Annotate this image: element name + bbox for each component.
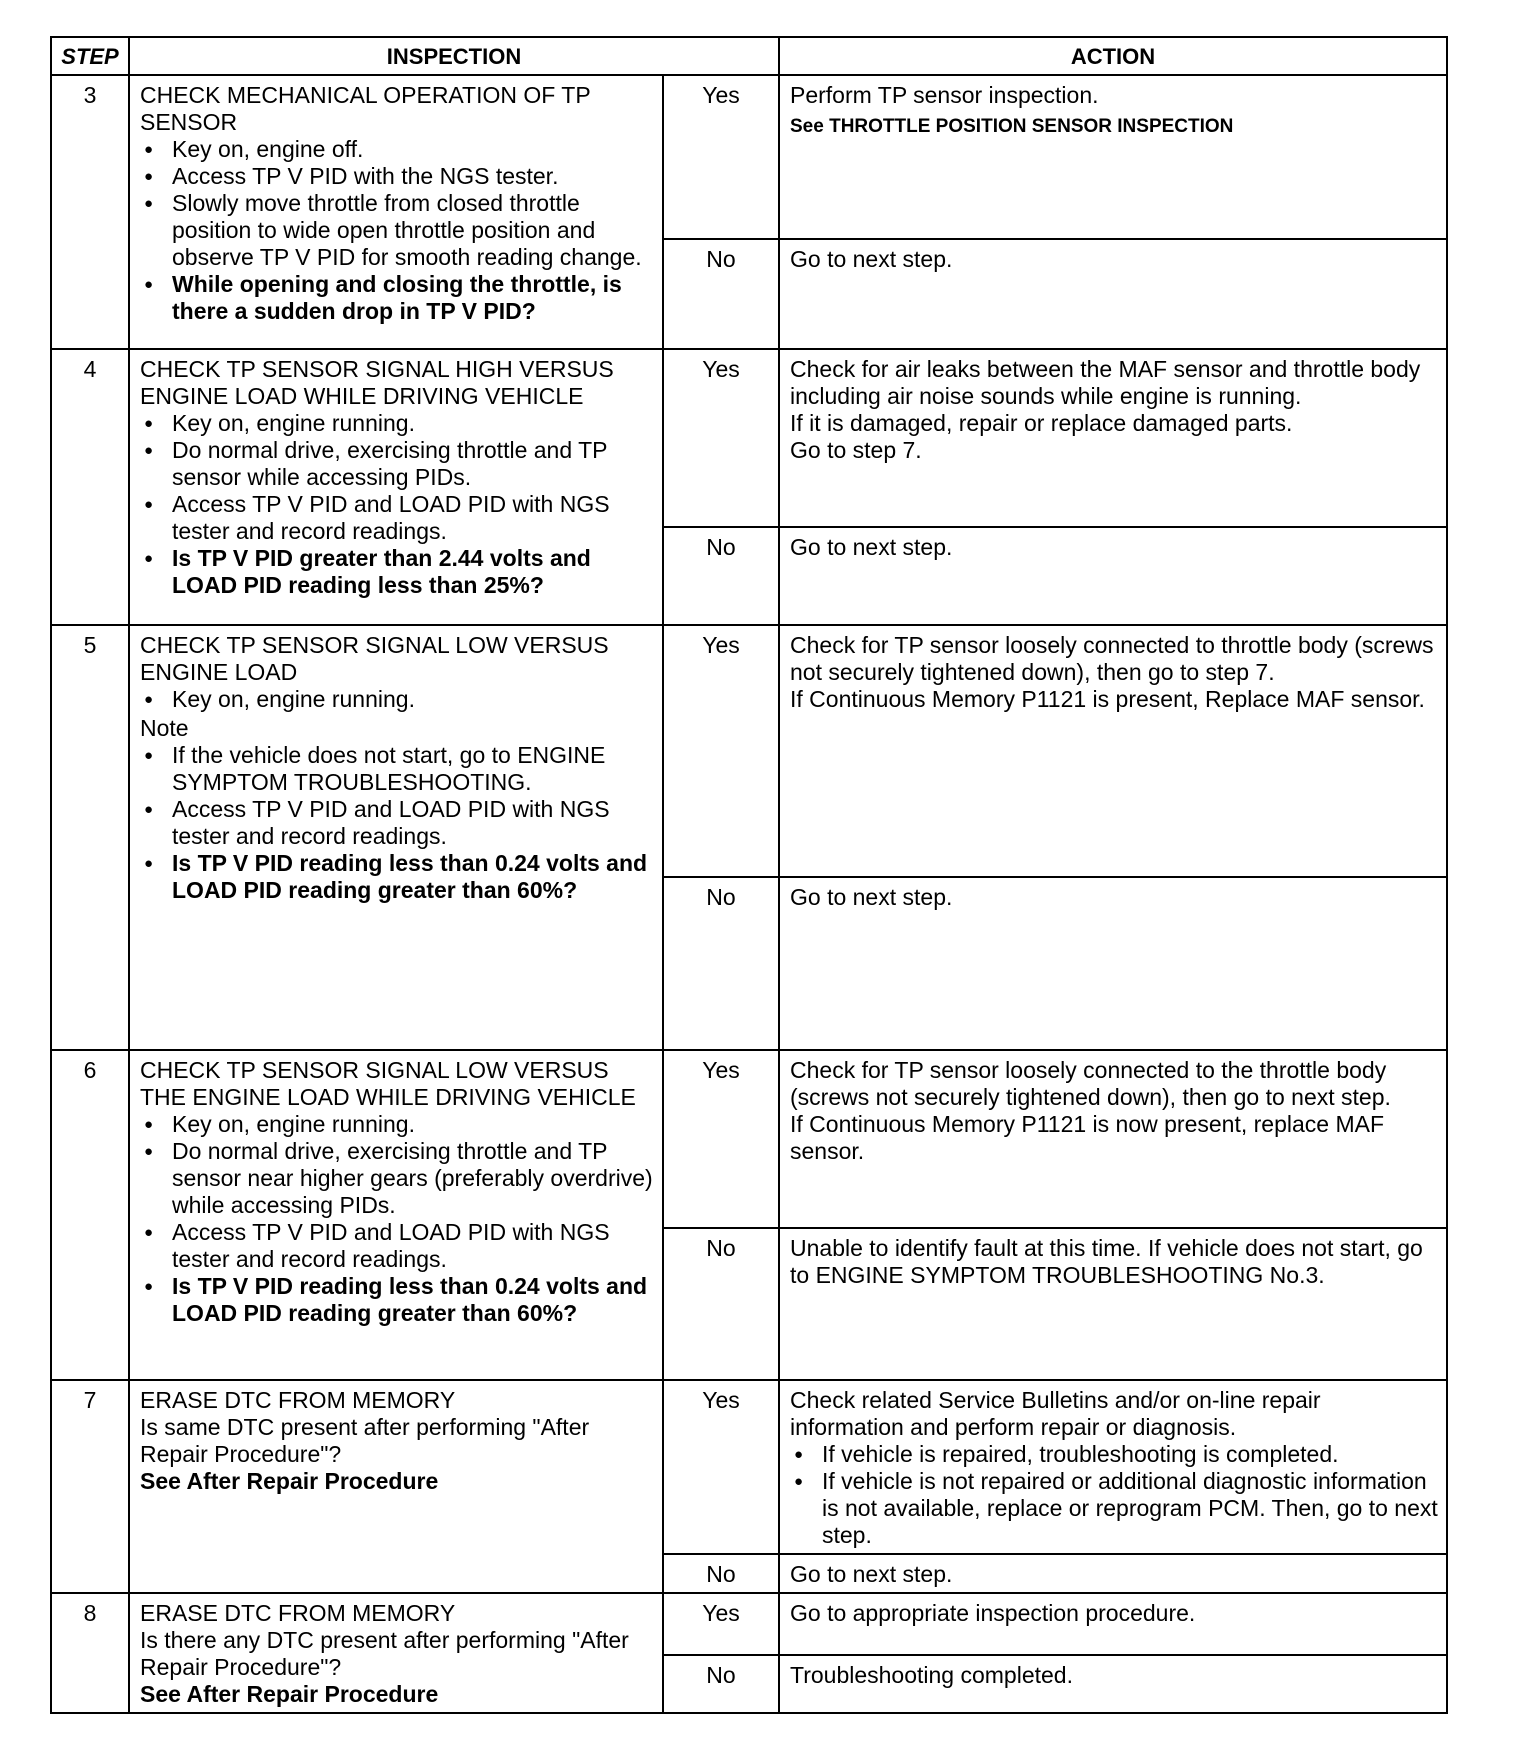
yes-label: Yes	[663, 1380, 779, 1554]
action-text: Go to next step.	[790, 246, 953, 272]
inspection-cell	[129, 75, 663, 349]
action-text: If Continuous Memory P1121 is present, Replace MAF sensor.	[790, 686, 1425, 712]
see-reference: See THROTTLE POSITION SENSOR INSPECTION	[790, 116, 1234, 137]
inspection-question: Is there any DTC present after performing "After Repair Procedure"?	[140, 1627, 629, 1680]
no-label: No	[663, 1554, 779, 1593]
action-text: Check for TP sensor loosely connected to throttle body (screws not securely tightened down), then go to step 7.	[790, 632, 1434, 685]
inspection-cell	[129, 1050, 663, 1380]
step-number: 6	[51, 1050, 129, 1380]
yes-action	[779, 75, 1447, 239]
see-reference: See After Repair Procedure	[140, 1681, 439, 1707]
inspection-question: Is same DTC present after performing "After Repair Procedure"?	[140, 1414, 590, 1467]
action-text: Check for TP sensor loosely connected to the throttle body (screws not securely tightened down), then go to next step.	[790, 1057, 1391, 1110]
yes-label: Yes	[663, 625, 779, 877]
action-text: Go to next step.	[790, 884, 953, 910]
action-text: Troubleshooting completed.	[790, 1662, 1073, 1689]
inspection-bullet: ● Key on, engine running.	[140, 1111, 654, 1138]
no-label: No	[663, 239, 779, 349]
inspection-bullet: ● Key on, engine running.	[140, 410, 654, 437]
no-label: No	[663, 1228, 779, 1380]
action-text: If Continuous Memory P1121 is now present, replace MAF sensor.	[790, 1111, 1385, 1164]
yes-action	[779, 1380, 1447, 1554]
action-text: Go to appropriate inspection procedure.	[790, 1600, 1196, 1626]
table-row	[51, 1050, 1447, 1228]
header-action: ACTION	[779, 37, 1447, 75]
action-bullet: ● If vehicle is not repaired or additional diagnostic information is not available, replace or reprogram PCM. Then, go to next step.	[790, 1468, 1438, 1549]
inspection-cell	[129, 625, 663, 1050]
inspection-bullets	[140, 136, 654, 325]
yes-action	[779, 349, 1447, 527]
yes-action	[779, 625, 1447, 877]
inspection-title: ERASE DTC FROM MEMORY	[140, 1600, 456, 1626]
step-number: 3	[51, 75, 129, 349]
yes-label: Yes	[663, 1593, 779, 1655]
action-text: Go to step 7.	[790, 437, 922, 463]
action-bullet: ● If vehicle is repaired, troubleshooting is completed.	[790, 1441, 1438, 1468]
action-text: Unable to identify fault at this time. If vehicle does not start, go to ENGINE SYMPTOM TROUBLESHOOTING No.3.	[790, 1235, 1423, 1288]
no-action	[779, 1655, 1447, 1713]
action-text: Perform TP sensor inspection.	[790, 82, 1099, 108]
inspection-title: CHECK TP SENSOR SIGNAL LOW VERSUS THE ENGINE LOAD WHILE DRIVING VEHICLE	[140, 1057, 636, 1110]
inspection-bullet: ● Access TP V PID with the NGS tester.	[140, 163, 654, 190]
action-text: Check related Service Bulletins and/or on-line repair information and perform repair or diagnosis.	[790, 1387, 1321, 1440]
inspection-question: ● Is TP V PID greater than 2.44 volts and LOAD PID reading less than 25%?	[140, 545, 654, 599]
action-text: If it is damaged, repair or replace damaged parts.	[790, 410, 1293, 436]
no-label: No	[663, 1655, 779, 1713]
no-action	[779, 1554, 1447, 1593]
no-action	[779, 1228, 1447, 1380]
table-row	[51, 1593, 1447, 1655]
inspection-title: CHECK TP SENSOR SIGNAL LOW VERSUS ENGINE LOAD	[140, 632, 609, 685]
header-step: STEP	[51, 37, 129, 75]
note-label: Note	[140, 715, 189, 741]
yes-action	[779, 1050, 1447, 1228]
step-number: 8	[51, 1593, 129, 1713]
action-bullets	[790, 1441, 1438, 1549]
table-row	[51, 349, 1447, 527]
inspection-bullet: ● Key on, engine off.	[140, 136, 654, 163]
inspection-bullets	[140, 742, 654, 904]
inspection-bullet: ● Do normal drive, exercising throttle and TP sensor while accessing PIDs.	[140, 437, 654, 491]
inspection-title: ERASE DTC FROM MEMORY	[140, 1387, 456, 1413]
inspection-bullets	[140, 410, 654, 599]
yes-label: Yes	[663, 1050, 779, 1228]
table-row	[51, 1380, 1447, 1554]
inspection-cell	[129, 1380, 663, 1593]
no-label: No	[663, 527, 779, 625]
header-inspection: INSPECTION	[129, 37, 779, 75]
inspection-cell	[129, 1593, 663, 1713]
yes-label: Yes	[663, 349, 779, 527]
yes-label: Yes	[663, 75, 779, 239]
table-header-row	[51, 37, 1447, 75]
inspection-bullet: ● If the vehicle does not start, go to ENGINE SYMPTOM TROUBLESHOOTING.	[140, 742, 654, 796]
action-text: Go to next step.	[790, 534, 953, 560]
inspection-question: ● Is TP V PID reading less than 0.24 volts and LOAD PID reading greater than 60%?	[140, 1273, 654, 1327]
table-row	[51, 75, 1447, 239]
inspection-bullet: ● Slowly move throttle from closed throttle position to wide open throttle position and observe TP V PID for smooth reading change.	[140, 190, 654, 271]
inspection-title: CHECK MECHANICAL OPERATION OF TP SENSOR	[140, 82, 591, 135]
see-reference: See After Repair Procedure	[140, 1468, 439, 1494]
table-row	[51, 625, 1447, 877]
no-action	[779, 239, 1447, 349]
inspection-question: ● While opening and closing the throttle, is there a sudden drop in TP V PID?	[140, 271, 654, 325]
inspection-bullet: ● Key on, engine running.	[140, 686, 654, 713]
diagnostic-sheet	[50, 36, 1446, 1714]
inspection-cell	[129, 349, 663, 625]
inspection-bullets	[140, 1111, 654, 1327]
step-number: 4	[51, 349, 129, 625]
action-text: Go to next step.	[790, 1561, 953, 1587]
no-action	[779, 527, 1447, 625]
inspection-bullet: ● Do normal drive, exercising throttle and TP sensor near higher gears (preferably overdrive) while accessing PIDs.	[140, 1138, 654, 1219]
step-number: 5	[51, 625, 129, 1050]
inspection-bullet: ● Access TP V PID and LOAD PID with NGS tester and record readings.	[140, 796, 654, 850]
step-number: 7	[51, 1380, 129, 1593]
no-action	[779, 877, 1447, 1050]
no-label: No	[663, 877, 779, 1050]
inspection-bullet: ● Access TP V PID and LOAD PID with NGS tester and record readings.	[140, 1219, 654, 1273]
inspection-question: ● Is TP V PID reading less than 0.24 volts and LOAD PID reading greater than 60%?	[140, 850, 654, 904]
yes-action	[779, 1593, 1447, 1655]
inspection-title: CHECK TP SENSOR SIGNAL HIGH VERSUS ENGINE LOAD WHILE DRIVING VEHICLE	[140, 356, 614, 409]
troubleshooting-table	[50, 36, 1448, 1714]
inspection-bullets	[140, 686, 654, 713]
inspection-bullet: ● Access TP V PID and LOAD PID with NGS tester and record readings.	[140, 491, 654, 545]
action-text: Check for air leaks between the MAF sensor and throttle body including air noise sounds while engine is running.	[790, 356, 1421, 409]
